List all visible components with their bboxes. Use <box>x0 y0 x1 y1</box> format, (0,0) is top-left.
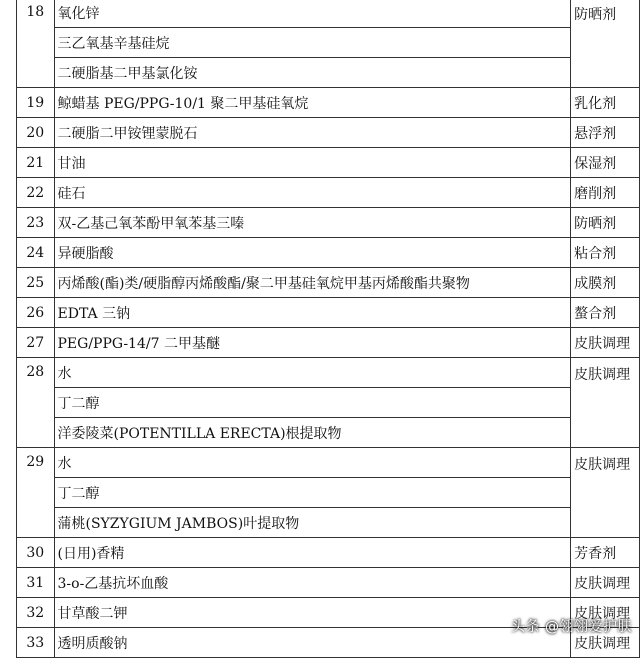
ingredient-name: 氧化锌 <box>54 0 571 28</box>
watermark: 头条 @翎翎爱护肤 <box>511 619 632 635</box>
row-number: 25 <box>17 268 55 298</box>
ingredient-table <box>16 0 640 658</box>
ingredient-name: 双-乙基己氧苯酚甲氧苯基三嗪 <box>54 208 571 238</box>
ingredient-name: 水 <box>54 358 571 388</box>
ingredient-function: 悬浮剂 <box>571 118 640 148</box>
table-row <box>17 448 640 478</box>
row-number: 18 <box>17 0 55 88</box>
table-row <box>17 58 640 88</box>
ingredient-name: 二硬脂二甲铵锂蒙脱石 <box>54 118 571 148</box>
ingredient-function: 成膜剂 <box>571 268 640 298</box>
table-row <box>17 88 640 118</box>
table-row <box>17 508 640 538</box>
ingredient-name: 蒲桃(SYZYGIUM JAMBOS)叶提取物 <box>54 508 571 538</box>
row-number: 20 <box>17 118 55 148</box>
ingredient-function: 保湿剂 <box>571 148 640 178</box>
ingredient-name: 透明质酸钠 <box>54 628 571 658</box>
ingredient-function: 皮肤调理 <box>571 568 640 598</box>
ingredient-name: 丁二醇 <box>54 388 571 418</box>
table-row <box>17 28 640 58</box>
row-number: 28 <box>17 358 55 448</box>
ingredient-name: 水 <box>54 448 571 478</box>
table-row <box>17 0 640 28</box>
ingredient-function: 防晒剂 <box>571 208 640 238</box>
table-row <box>17 298 640 328</box>
row-number: 29 <box>17 448 55 538</box>
ingredient-name: PEG/PPG-14/7 二甲基醚 <box>54 328 571 358</box>
row-number: 26 <box>17 298 55 328</box>
ingredient-function: 皮肤调理 <box>571 598 640 628</box>
table-row <box>17 328 640 358</box>
ingredient-function: 皮肤调理 <box>571 358 640 448</box>
table-row <box>17 568 640 598</box>
row-number: 19 <box>17 88 55 118</box>
table-row <box>17 268 640 298</box>
ingredient-function: 芳香剂 <box>571 538 640 568</box>
ingredient-name: (日用)香精 <box>54 538 571 568</box>
row-number: 24 <box>17 238 55 268</box>
table-row <box>17 538 640 568</box>
ingredient-function: 防晒剂 <box>571 0 640 88</box>
ingredient-name: 硅石 <box>54 178 571 208</box>
ingredient-name: 异硬脂酸 <box>54 238 571 268</box>
row-number: 21 <box>17 148 55 178</box>
ingredient-name: 甘油 <box>54 148 571 178</box>
ingredient-function: 皮肤调理 <box>571 328 640 358</box>
row-number: 30 <box>17 538 55 568</box>
ingredient-function: 粘合剂 <box>571 238 640 268</box>
table-row <box>17 178 640 208</box>
row-number: 32 <box>17 598 55 628</box>
ingredient-function: 螯合剂 <box>571 298 640 328</box>
ingredient-name: 甘草酸二钾 <box>54 598 571 628</box>
ingredient-name: 3-o-乙基抗坏血酸 <box>54 568 571 598</box>
table-row <box>17 478 640 508</box>
table-row <box>17 358 640 388</box>
ingredient-name: 二硬脂基二甲基氯化铵 <box>54 58 571 88</box>
row-number: 22 <box>17 178 55 208</box>
ingredient-function: 皮肤调理 <box>571 448 640 538</box>
ingredient-name: 三乙氧基辛基硅烷 <box>54 28 571 58</box>
table-row <box>17 418 640 448</box>
table-row <box>17 238 640 268</box>
table-row <box>17 208 640 238</box>
ingredient-name: 丙烯酸(酯)类/硬脂醇丙烯酸酯/聚二甲基硅氧烷甲基丙烯酸酯共聚物 <box>54 268 571 298</box>
row-number: 33 <box>17 628 55 658</box>
table-row <box>17 388 640 418</box>
ingredient-name: EDTA 三钠 <box>54 298 571 328</box>
table-row <box>17 148 640 178</box>
ingredient-function: 磨削剂 <box>571 178 640 208</box>
ingredient-name: 鲸蜡基 PEG/PPG-10/1 聚二甲基硅氧烷 <box>54 88 571 118</box>
ingredient-name: 丁二醇 <box>54 478 571 508</box>
table-row <box>17 118 640 148</box>
ingredient-function: 乳化剂 <box>571 88 640 118</box>
row-number: 23 <box>17 208 55 238</box>
ingredient-function: 皮肤调理 <box>571 628 640 658</box>
ingredient-name: 洋委陵菜(POTENTILLA ERECTA)根提取物 <box>54 418 571 448</box>
row-number: 31 <box>17 568 55 598</box>
row-number: 27 <box>17 328 55 358</box>
ingredient-table-body <box>17 0 640 658</box>
